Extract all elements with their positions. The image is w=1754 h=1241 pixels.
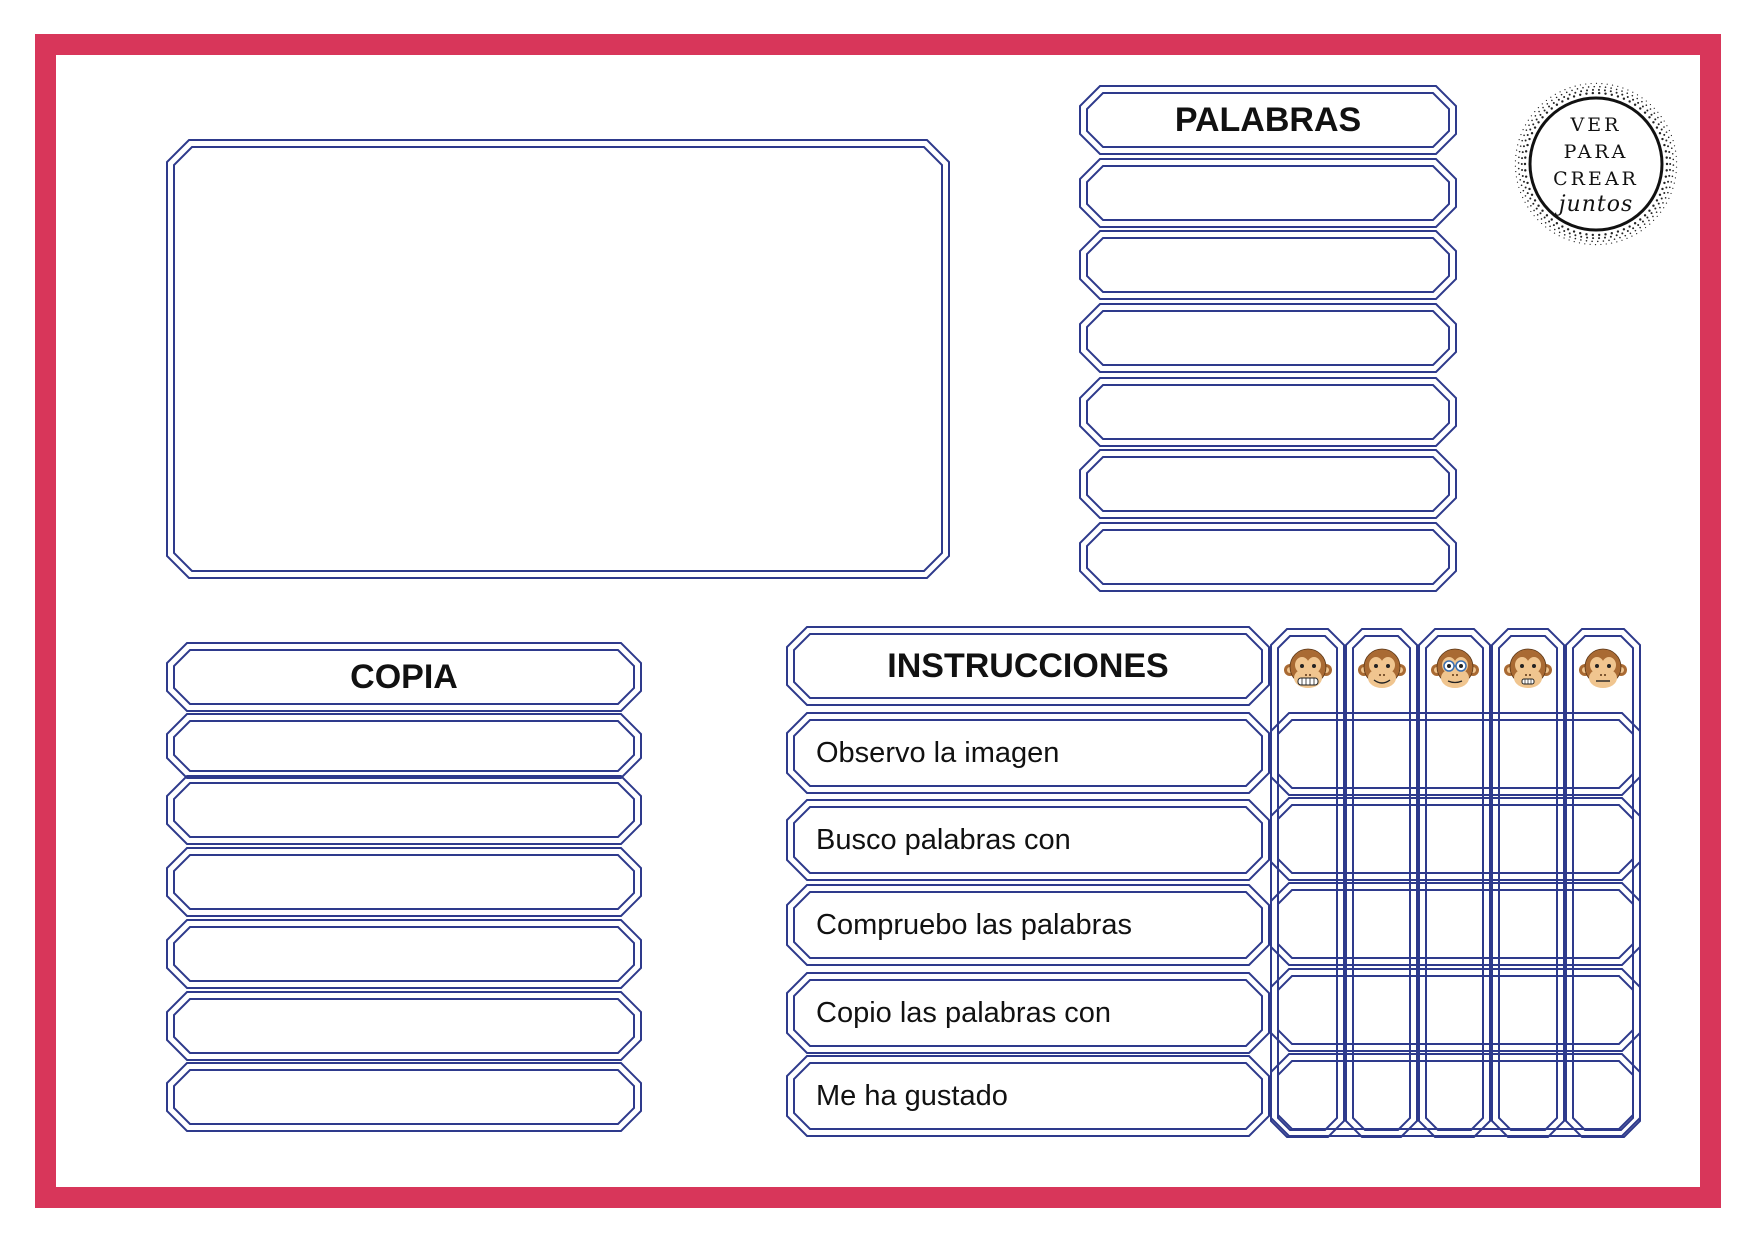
- rating-row[interactable]: [1270, 1053, 1641, 1137]
- instruction-step-text: Compruebo las palabras: [816, 908, 1132, 941]
- copia-row[interactable]: [166, 1062, 642, 1132]
- instruction-step-text: Me ha gustado: [816, 1079, 1008, 1112]
- logo-line-crear: CREAR: [1553, 167, 1639, 190]
- palabras-row[interactable]: [1079, 230, 1457, 300]
- rating-row[interactable]: [1270, 797, 1641, 881]
- logo-line-ver: VER: [1570, 113, 1622, 136]
- palabras-title-box: [1079, 85, 1457, 155]
- instruction-step-text: Busco palabras con: [816, 823, 1071, 856]
- instruction-step: [786, 799, 1270, 881]
- grinning-monkey-icon: [1284, 645, 1332, 698]
- neutral-monkey-icon: [1579, 645, 1627, 698]
- instruction-step: [786, 972, 1270, 1054]
- instruction-step: [786, 884, 1270, 966]
- palabras-title: PALABRAS: [1174, 100, 1362, 139]
- copia-row[interactable]: [166, 919, 642, 989]
- instruction-step-text: Observo la imagen: [816, 736, 1060, 769]
- rating-row[interactable]: [1270, 882, 1641, 966]
- instrucciones-title-box: [786, 626, 1270, 706]
- palabras-row[interactable]: [1079, 158, 1457, 228]
- smiling-monkey-icon: [1358, 645, 1406, 698]
- copia-title-box: [166, 642, 642, 712]
- ver-para-crear-juntos-logo: [1512, 80, 1680, 248]
- palabras-row[interactable]: [1079, 522, 1457, 592]
- palabras-row[interactable]: [1079, 303, 1457, 373]
- copia-row[interactable]: [166, 991, 642, 1061]
- rating-row[interactable]: [1270, 968, 1641, 1052]
- copia-row[interactable]: [166, 775, 642, 845]
- image-box: [166, 139, 950, 579]
- palabras-row[interactable]: [1079, 449, 1457, 519]
- copia-row[interactable]: [166, 713, 642, 779]
- instrucciones-title: INSTRUCCIONES: [887, 646, 1169, 685]
- rating-row[interactable]: [1270, 712, 1641, 796]
- logo-line-para: PARA: [1563, 140, 1629, 163]
- copia-title: COPIA: [350, 657, 458, 696]
- logo-line-juntos: juntos: [1558, 191, 1634, 217]
- instruction-step-text: Copio las palabras con: [816, 996, 1112, 1029]
- copia-row[interactable]: [166, 847, 642, 917]
- palabras-row[interactable]: [1079, 377, 1457, 447]
- instruction-step: [786, 1055, 1270, 1137]
- instruction-step: [786, 712, 1270, 794]
- glasses-monkey-icon: [1431, 645, 1479, 698]
- worried-monkey-icon: [1504, 645, 1552, 698]
